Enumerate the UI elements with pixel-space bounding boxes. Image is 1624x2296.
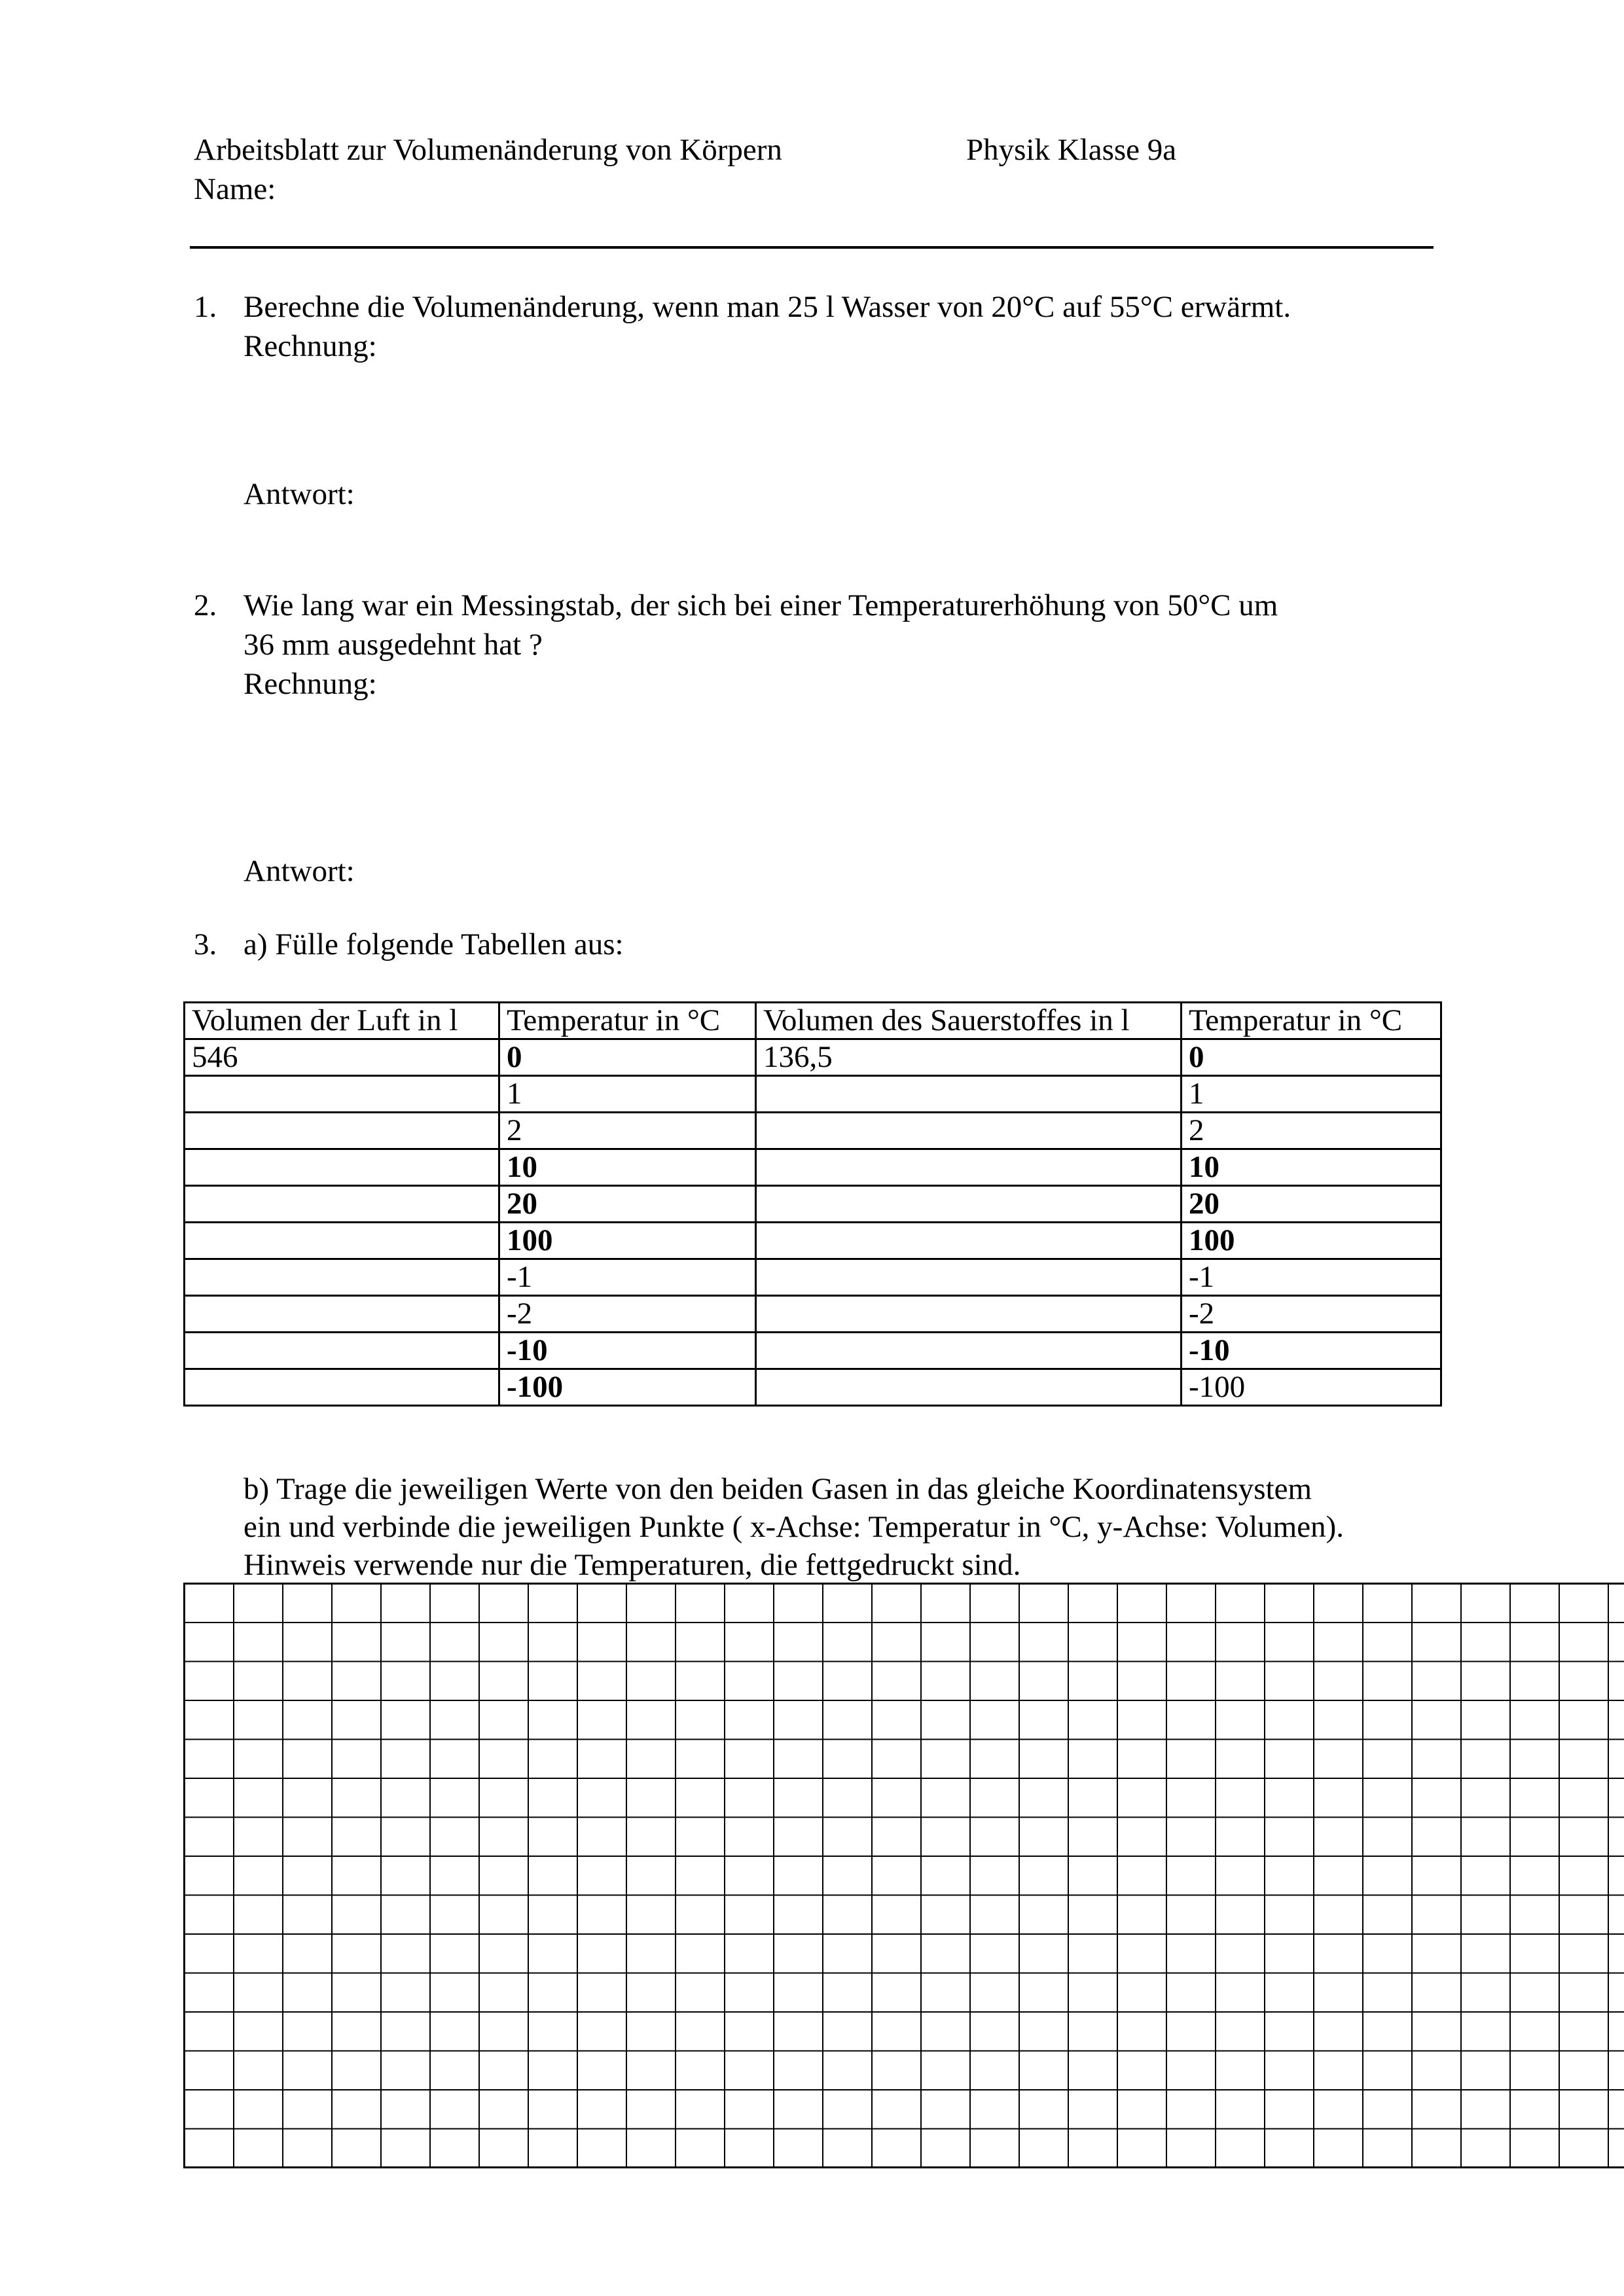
cell-oxygen-volume[interactable]: [756, 1296, 1182, 1333]
table-row: [185, 1333, 1441, 1369]
cell-air-volume: 546: [185, 1039, 499, 1076]
cell-oxygen-volume[interactable]: [756, 1223, 1182, 1259]
cell-temperature-air: -100: [499, 1369, 756, 1406]
coordinate-grid[interactable]: [183, 1583, 1624, 2168]
cell-temperature-oxygen: -100: [1182, 1369, 1441, 1406]
header-air-volume: Volumen der Luft in l: [185, 1003, 499, 1039]
cell-oxygen-volume[interactable]: [756, 1259, 1182, 1296]
task1-number: 1.: [194, 290, 217, 324]
cell-air-volume[interactable]: [185, 1369, 499, 1406]
cell-temperature-air: 20: [499, 1186, 756, 1223]
task2-answer-label: Antwort:: [244, 854, 355, 888]
cell-air-volume[interactable]: [185, 1149, 499, 1186]
task3-part-a: a) Fülle folgende Tabellen aus:: [244, 927, 624, 961]
cell-temperature-oxygen: -10: [1182, 1333, 1441, 1369]
cell-temperature-oxygen: 100: [1182, 1223, 1441, 1259]
cell-temperature-air: 1: [499, 1076, 756, 1113]
cell-air-volume[interactable]: [185, 1259, 499, 1296]
temperature-volume-table: [183, 1001, 1442, 1407]
task2-question-line1: Wie lang war ein Messingstab, der sich bei einer Temperaturerhöhung von 50°C um: [244, 588, 1278, 622]
cell-oxygen-volume[interactable]: [756, 1076, 1182, 1113]
task1-answer-label: Antwort:: [244, 477, 355, 511]
class-label: Physik Klasse 9a: [966, 133, 1177, 167]
cell-temperature-oxygen: -1: [1182, 1259, 1441, 1296]
table-row: [185, 1149, 1441, 1186]
worksheet-title: Arbeitsblatt zur Volumenänderung von Körpern: [194, 133, 782, 167]
task3-number: 3.: [194, 927, 217, 961]
task3-part-b-line1: b) Trage die jeweiligen Werte von den beiden Gasen in das gleiche Koordinatensystem: [244, 1472, 1312, 1506]
cell-air-volume[interactable]: [185, 1223, 499, 1259]
cell-temperature-air: 0: [499, 1039, 756, 1076]
cell-temperature-air: 100: [499, 1223, 756, 1259]
table-row: [185, 1296, 1441, 1333]
table-row: [185, 1369, 1441, 1406]
task2-number: 2.: [194, 588, 217, 622]
cell-temperature-air: 10: [499, 1149, 756, 1186]
header-temperature-air: Temperatur in °C: [499, 1003, 756, 1039]
cell-air-volume[interactable]: [185, 1076, 499, 1113]
table-row: [185, 1113, 1441, 1149]
cell-temperature-air: -2: [499, 1296, 756, 1333]
table-row: [185, 1259, 1441, 1296]
table-row: [185, 1186, 1441, 1223]
task3-part-b-line3: Hinweis verwende nur die Temperaturen, die fettgedruckt sind.: [244, 1548, 1021, 1582]
task1-question: Berechne die Volumenänderung, wenn man 25 l Wasser von 20°C auf 55°C erwärmt.: [244, 290, 1291, 324]
cell-air-volume[interactable]: [185, 1113, 499, 1149]
header-divider: [190, 246, 1434, 249]
cell-oxygen-volume[interactable]: [756, 1333, 1182, 1369]
table-row: [185, 1076, 1441, 1113]
task2-question-line2: 36 mm ausgedehnt hat ?: [244, 628, 543, 662]
table-row: [185, 1223, 1441, 1259]
cell-temperature-oxygen: -2: [1182, 1296, 1441, 1333]
cell-temperature-oxygen: 1: [1182, 1076, 1441, 1113]
cell-air-volume[interactable]: [185, 1333, 499, 1369]
cell-temperature-oxygen: 2: [1182, 1113, 1441, 1149]
cell-air-volume[interactable]: [185, 1296, 499, 1333]
cell-temperature-air: -1: [499, 1259, 756, 1296]
cell-air-volume[interactable]: [185, 1186, 499, 1223]
cell-temperature-air: 2: [499, 1113, 756, 1149]
header-temperature-oxygen: Temperatur in °C: [1182, 1003, 1441, 1039]
cell-oxygen-volume: 136,5: [756, 1039, 1182, 1076]
task2-calc-label: Rechnung:: [244, 667, 377, 701]
task3-part-b-line2: ein und verbinde die jeweiligen Punkte ( x-Achse: Temperatur in °C, y-Achse: Volumen).: [244, 1510, 1344, 1544]
cell-temperature-oxygen: 0: [1182, 1039, 1441, 1076]
cell-oxygen-volume[interactable]: [756, 1186, 1182, 1223]
cell-oxygen-volume[interactable]: [756, 1369, 1182, 1406]
cell-oxygen-volume[interactable]: [756, 1113, 1182, 1149]
cell-temperature-air: -10: [499, 1333, 756, 1369]
cell-temperature-oxygen: 20: [1182, 1186, 1441, 1223]
table-header-row: [185, 1003, 1441, 1039]
name-label: Name:: [194, 172, 276, 206]
cell-temperature-oxygen: 10: [1182, 1149, 1441, 1186]
cell-oxygen-volume[interactable]: [756, 1149, 1182, 1186]
header-oxygen-volume: Volumen des Sauerstoffes in l: [756, 1003, 1182, 1039]
table-row: [185, 1039, 1441, 1076]
task1-calc-label: Rechnung:: [244, 329, 377, 363]
